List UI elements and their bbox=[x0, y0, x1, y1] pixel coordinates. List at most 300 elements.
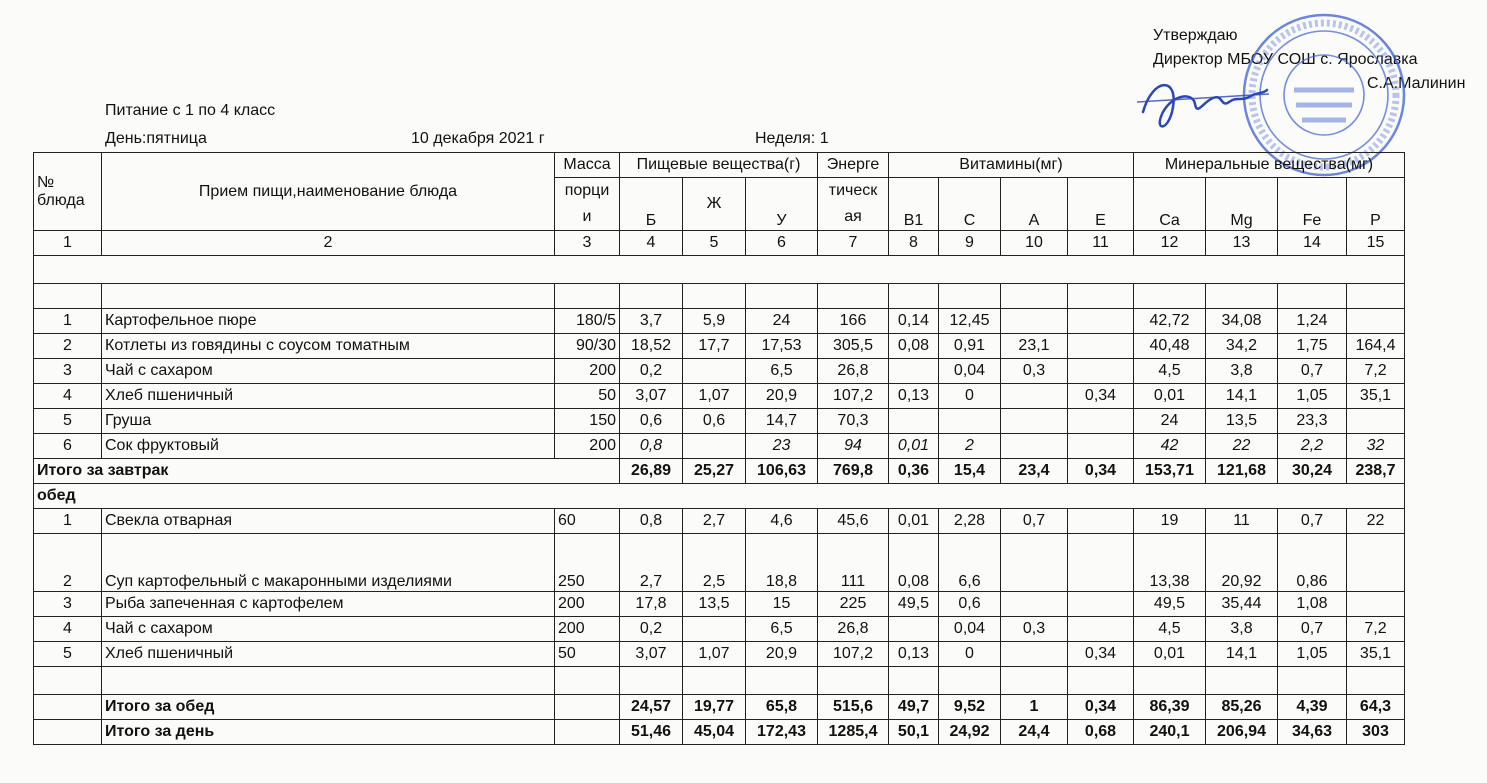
dish-number: 1 bbox=[34, 509, 102, 534]
empty-cell bbox=[683, 667, 746, 695]
column-number: 1 bbox=[34, 231, 102, 256]
dish-row bbox=[34, 384, 1405, 409]
value-c: 6,6 bbox=[939, 534, 1001, 592]
day-label: День:пятница bbox=[105, 130, 207, 147]
value-b1 bbox=[889, 409, 939, 434]
dish-row bbox=[34, 409, 1405, 434]
value-u: 17,53 bbox=[746, 334, 818, 359]
empty-cell bbox=[939, 667, 1001, 695]
total-p: 238,7 bbox=[1347, 459, 1405, 484]
dish-mass: 60 bbox=[555, 509, 620, 534]
value-p: 35,1 bbox=[1347, 642, 1405, 667]
total-fe: 30,24 bbox=[1278, 459, 1347, 484]
value-b1: 0,01 bbox=[889, 434, 939, 459]
value-fe: 0,7 bbox=[1278, 509, 1347, 534]
dish-mass: 200 bbox=[555, 617, 620, 642]
breakfast-total-row bbox=[34, 459, 1405, 484]
value-zh bbox=[683, 434, 746, 459]
empty-cell bbox=[683, 284, 746, 309]
header-mass-line3: и bbox=[582, 208, 592, 225]
menu-table-body bbox=[34, 153, 1405, 745]
value-b: 0,8 bbox=[620, 434, 683, 459]
total-b1: 0,36 bbox=[889, 459, 939, 484]
value-c: 2,28 bbox=[939, 509, 1001, 534]
value-energy: 225 bbox=[818, 592, 889, 617]
total-a: 1 bbox=[1001, 695, 1068, 720]
total-b: 26,89 bbox=[620, 459, 683, 484]
empty-cell bbox=[1206, 284, 1278, 309]
column-number-row bbox=[34, 231, 1405, 256]
column-number: 6 bbox=[746, 231, 818, 256]
value-energy: 107,2 bbox=[818, 642, 889, 667]
value-fe: 23,3 bbox=[1278, 409, 1347, 434]
value-a bbox=[1001, 534, 1068, 592]
value-fe: 1,24 bbox=[1278, 309, 1347, 334]
dish-number: 2 bbox=[34, 334, 102, 359]
dish-name: Котлеты из говядины с соусом томатным bbox=[102, 334, 555, 359]
value-e bbox=[1068, 617, 1134, 642]
header-vitamin-b1: В1 bbox=[889, 178, 939, 231]
document-title: Питание с 1 по 4 класс bbox=[105, 102, 276, 119]
value-u: 20,9 bbox=[746, 642, 818, 667]
value-mg: 11 bbox=[1206, 509, 1278, 534]
value-p bbox=[1347, 309, 1405, 334]
empty-cell bbox=[1347, 667, 1405, 695]
value-c: 0,91 bbox=[939, 334, 1001, 359]
value-a bbox=[1001, 434, 1068, 459]
value-u: 20,9 bbox=[746, 384, 818, 409]
total-ca: 240,1 bbox=[1134, 720, 1206, 745]
value-b: 0,2 bbox=[620, 617, 683, 642]
value-a: 0,7 bbox=[1001, 509, 1068, 534]
section-label-lunch: обед bbox=[34, 484, 1405, 509]
value-p bbox=[1347, 409, 1405, 434]
column-number: 3 bbox=[555, 231, 620, 256]
section-row bbox=[34, 484, 1405, 509]
week-label: Неделя: 1 bbox=[755, 130, 829, 147]
value-energy: 166 bbox=[818, 309, 889, 334]
value-energy: 26,8 bbox=[818, 359, 889, 384]
value-zh: 5,9 bbox=[683, 309, 746, 334]
empty-cell bbox=[1206, 667, 1278, 695]
value-mg: 13,5 bbox=[1206, 409, 1278, 434]
header-energy: Энерге bbox=[818, 153, 889, 178]
dish-row bbox=[34, 534, 1405, 592]
empty-cell bbox=[1068, 284, 1134, 309]
value-fe: 1,08 bbox=[1278, 592, 1347, 617]
dish-name: Чай с сахаром bbox=[102, 617, 555, 642]
empty-cell bbox=[1134, 284, 1206, 309]
value-ca: 0,01 bbox=[1134, 642, 1206, 667]
total-a: 23,4 bbox=[1001, 459, 1068, 484]
dish-row bbox=[34, 334, 1405, 359]
value-b: 3,07 bbox=[620, 384, 683, 409]
value-b: 2,7 bbox=[620, 534, 683, 592]
value-energy: 45,6 bbox=[818, 509, 889, 534]
dish-mass: 50 bbox=[555, 384, 620, 409]
value-ca: 49,5 bbox=[1134, 592, 1206, 617]
value-p: 164,4 bbox=[1347, 334, 1405, 359]
dish-row bbox=[34, 642, 1405, 667]
value-p: 32 bbox=[1347, 434, 1405, 459]
header-calcium: Ca bbox=[1134, 178, 1206, 231]
dish-mass: 250 bbox=[555, 534, 620, 592]
value-zh: 2,5 bbox=[683, 534, 746, 592]
header-mass: Масса bbox=[555, 153, 620, 178]
value-ca: 4,5 bbox=[1134, 359, 1206, 384]
header-dish-number: № блюда bbox=[34, 153, 102, 231]
empty-cell bbox=[555, 667, 620, 695]
value-a bbox=[1001, 642, 1068, 667]
dish-name: Груша bbox=[102, 409, 555, 434]
lunch-total-row bbox=[34, 695, 1405, 720]
value-p bbox=[1347, 592, 1405, 617]
header-mass-cont bbox=[555, 178, 620, 231]
empty-cell bbox=[620, 284, 683, 309]
header-magnesium: Mg bbox=[1206, 178, 1278, 231]
value-c: 0,04 bbox=[939, 359, 1001, 384]
value-energy: 111 bbox=[818, 534, 889, 592]
value-mg: 14,1 bbox=[1206, 384, 1278, 409]
empty-cell bbox=[746, 667, 818, 695]
value-mg: 22 bbox=[1206, 434, 1278, 459]
total-energy: 1285,4 bbox=[818, 720, 889, 745]
total-label: Итого за день bbox=[102, 720, 555, 745]
value-b1: 0,14 bbox=[889, 309, 939, 334]
dish-number: 5 bbox=[34, 642, 102, 667]
dish-number: 6 bbox=[34, 434, 102, 459]
value-b1: 0,13 bbox=[889, 384, 939, 409]
empty-cell bbox=[1068, 667, 1134, 695]
value-zh: 1,07 bbox=[683, 642, 746, 667]
total-c: 15,4 bbox=[939, 459, 1001, 484]
dish-number: 5 bbox=[34, 409, 102, 434]
dish-name: Чай с сахаром bbox=[102, 359, 555, 384]
header-energy-line2: тическ bbox=[828, 182, 878, 199]
dish-number: 1 bbox=[34, 309, 102, 334]
dish-number: 4 bbox=[34, 617, 102, 642]
value-mg: 3,8 bbox=[1206, 359, 1278, 384]
header-vitamin-c: С bbox=[939, 178, 1001, 231]
header-fat: Ж bbox=[683, 178, 746, 231]
value-energy: 107,2 bbox=[818, 384, 889, 409]
value-ca: 19 bbox=[1134, 509, 1206, 534]
value-u: 23 bbox=[746, 434, 818, 459]
header-energy-cont bbox=[818, 178, 889, 231]
total-zh: 45,04 bbox=[683, 720, 746, 745]
value-u: 6,5 bbox=[746, 617, 818, 642]
total-c: 24,92 bbox=[939, 720, 1001, 745]
value-mg: 34,2 bbox=[1206, 334, 1278, 359]
director-name: С.А.Малинин bbox=[1367, 75, 1466, 92]
value-b: 0,8 bbox=[620, 509, 683, 534]
empty-cell bbox=[620, 667, 683, 695]
total-fe: 34,63 bbox=[1278, 720, 1347, 745]
value-a bbox=[1001, 384, 1068, 409]
value-zh: 2,7 bbox=[683, 509, 746, 534]
dish-number: 4 bbox=[34, 384, 102, 409]
empty-cell bbox=[1134, 667, 1206, 695]
header-mass-line2: порци bbox=[564, 182, 610, 199]
value-c: 0 bbox=[939, 384, 1001, 409]
empty-cell bbox=[1278, 667, 1347, 695]
column-number: 8 bbox=[889, 231, 939, 256]
spacer-row bbox=[34, 256, 1405, 284]
dish-mass: 50 bbox=[555, 642, 620, 667]
total-a: 24,4 bbox=[1001, 720, 1068, 745]
empty-cell bbox=[1001, 284, 1068, 309]
column-number: 7 bbox=[818, 231, 889, 256]
value-b1: 0,13 bbox=[889, 642, 939, 667]
value-ca: 42 bbox=[1134, 434, 1206, 459]
value-ca: 42,72 bbox=[1134, 309, 1206, 334]
empty-cell bbox=[34, 695, 102, 720]
value-e bbox=[1068, 509, 1134, 534]
empty-cell bbox=[818, 667, 889, 695]
dish-mass: 200 bbox=[555, 359, 620, 384]
value-fe: 1,05 bbox=[1278, 642, 1347, 667]
value-energy: 26,8 bbox=[818, 617, 889, 642]
value-b1 bbox=[889, 617, 939, 642]
column-number: 9 bbox=[939, 231, 1001, 256]
value-mg: 35,44 bbox=[1206, 592, 1278, 617]
empty-cell bbox=[889, 284, 939, 309]
dish-row bbox=[34, 592, 1405, 617]
value-c bbox=[939, 409, 1001, 434]
empty-cell bbox=[555, 284, 620, 309]
value-fe: 0,7 bbox=[1278, 617, 1347, 642]
value-energy: 94 bbox=[818, 434, 889, 459]
value-e: 0,34 bbox=[1068, 642, 1134, 667]
dish-row bbox=[34, 509, 1405, 534]
dish-mass: 180/5 bbox=[555, 309, 620, 334]
total-b1: 50,1 bbox=[889, 720, 939, 745]
value-energy: 305,5 bbox=[818, 334, 889, 359]
dish-row bbox=[34, 309, 1405, 334]
empty-cell bbox=[34, 256, 1405, 284]
header-minerals: Минеральные вещества(мг) bbox=[1134, 153, 1405, 178]
value-c: 0 bbox=[939, 642, 1001, 667]
column-number: 14 bbox=[1278, 231, 1347, 256]
column-number: 11 bbox=[1068, 231, 1134, 256]
value-zh: 1,07 bbox=[683, 384, 746, 409]
total-b: 24,57 bbox=[620, 695, 683, 720]
value-b: 17,8 bbox=[620, 592, 683, 617]
total-fe: 4,39 bbox=[1278, 695, 1347, 720]
value-b: 0,2 bbox=[620, 359, 683, 384]
dish-mass: 200 bbox=[555, 592, 620, 617]
dish-number: 3 bbox=[34, 359, 102, 384]
value-e bbox=[1068, 434, 1134, 459]
value-p bbox=[1347, 534, 1405, 592]
empty-cell bbox=[1278, 284, 1347, 309]
dish-number: 3 bbox=[34, 592, 102, 617]
total-b1: 49,7 bbox=[889, 695, 939, 720]
value-u: 6,5 bbox=[746, 359, 818, 384]
total-mg: 85,26 bbox=[1206, 695, 1278, 720]
value-c: 12,45 bbox=[939, 309, 1001, 334]
total-c: 9,52 bbox=[939, 695, 1001, 720]
dish-name: Суп картофельный с макаронными изделиями bbox=[102, 534, 555, 592]
dish-name: Картофельное пюре bbox=[102, 309, 555, 334]
value-p: 7,2 bbox=[1347, 359, 1405, 384]
value-c: 0,6 bbox=[939, 592, 1001, 617]
total-e: 0,34 bbox=[1068, 695, 1134, 720]
empty-cell bbox=[34, 667, 102, 695]
total-label: Итого за завтрак bbox=[34, 459, 620, 484]
value-fe: 0,7 bbox=[1278, 359, 1347, 384]
value-b1 bbox=[889, 359, 939, 384]
value-ca: 24 bbox=[1134, 409, 1206, 434]
menu-table bbox=[33, 152, 1405, 745]
total-e: 0,68 bbox=[1068, 720, 1134, 745]
value-mg: 34,08 bbox=[1206, 309, 1278, 334]
empty-cell bbox=[746, 284, 818, 309]
dish-name: Хлеб пшеничный bbox=[102, 384, 555, 409]
value-b: 0,6 bbox=[620, 409, 683, 434]
value-b: 3,7 bbox=[620, 309, 683, 334]
dish-name: Хлеб пшеничный bbox=[102, 642, 555, 667]
column-number: 15 bbox=[1347, 231, 1405, 256]
empty-cell bbox=[889, 667, 939, 695]
total-energy: 515,6 bbox=[818, 695, 889, 720]
header-phosphorus: P bbox=[1347, 178, 1405, 231]
spacer-row bbox=[34, 284, 1405, 309]
dish-row bbox=[34, 434, 1405, 459]
value-mg: 3,8 bbox=[1206, 617, 1278, 642]
total-ca: 153,71 bbox=[1134, 459, 1206, 484]
total-mg: 121,68 bbox=[1206, 459, 1278, 484]
value-c: 2 bbox=[939, 434, 1001, 459]
empty-cell bbox=[102, 284, 555, 309]
value-a: 23,1 bbox=[1001, 334, 1068, 359]
value-ca: 13,38 bbox=[1134, 534, 1206, 592]
value-energy: 70,3 bbox=[818, 409, 889, 434]
value-c: 0,04 bbox=[939, 617, 1001, 642]
total-u: 106,63 bbox=[746, 459, 818, 484]
header-energy-line3: ая bbox=[844, 208, 862, 225]
value-e bbox=[1068, 534, 1134, 592]
value-mg: 20,92 bbox=[1206, 534, 1278, 592]
total-mg: 206,94 bbox=[1206, 720, 1278, 745]
value-a bbox=[1001, 309, 1068, 334]
column-number: 2 bbox=[102, 231, 555, 256]
value-a: 0,3 bbox=[1001, 359, 1068, 384]
value-b: 18,52 bbox=[620, 334, 683, 359]
total-p: 64,3 bbox=[1347, 695, 1405, 720]
dish-mass: 200 bbox=[555, 434, 620, 459]
dish-name: Сок фруктовый bbox=[102, 434, 555, 459]
empty-cell bbox=[1001, 667, 1068, 695]
column-number: 12 bbox=[1134, 231, 1206, 256]
approval-director: Директор МБОУ СОШ с. Ярославка bbox=[1153, 51, 1418, 68]
value-e bbox=[1068, 309, 1134, 334]
column-number: 5 bbox=[683, 231, 746, 256]
empty-cell bbox=[34, 284, 102, 309]
total-label: Итого за обед bbox=[102, 695, 555, 720]
approval-line: Утверждаю bbox=[1153, 27, 1238, 44]
value-u: 15 bbox=[746, 592, 818, 617]
dish-mass: 150 bbox=[555, 409, 620, 434]
value-p: 22 bbox=[1347, 509, 1405, 534]
dish-name: Рыба запеченная с картофелем bbox=[102, 592, 555, 617]
total-u: 172,43 bbox=[746, 720, 818, 745]
value-e bbox=[1068, 592, 1134, 617]
signature-mark bbox=[1133, 72, 1273, 142]
value-b1: 0,08 bbox=[889, 334, 939, 359]
dish-name: Свекла отварная bbox=[102, 509, 555, 534]
value-fe: 1,05 bbox=[1278, 384, 1347, 409]
total-p: 303 bbox=[1347, 720, 1405, 745]
header-vitamin-e: Е bbox=[1068, 178, 1134, 231]
value-zh: 17,7 bbox=[683, 334, 746, 359]
value-a: 0,3 bbox=[1001, 617, 1068, 642]
value-u: 24 bbox=[746, 309, 818, 334]
value-b1: 0,08 bbox=[889, 534, 939, 592]
value-mg: 14,1 bbox=[1206, 642, 1278, 667]
value-zh bbox=[683, 617, 746, 642]
dish-mass: 90/30 bbox=[555, 334, 620, 359]
value-zh bbox=[683, 359, 746, 384]
header-protein: Б bbox=[620, 178, 683, 231]
empty-cell bbox=[102, 667, 555, 695]
day-total-row bbox=[34, 720, 1405, 745]
value-fe: 1,75 bbox=[1278, 334, 1347, 359]
value-ca: 40,48 bbox=[1134, 334, 1206, 359]
value-p: 7,2 bbox=[1347, 617, 1405, 642]
total-ca: 86,39 bbox=[1134, 695, 1206, 720]
value-fe: 0,86 bbox=[1278, 534, 1347, 592]
value-zh: 13,5 bbox=[683, 592, 746, 617]
empty-cell bbox=[818, 284, 889, 309]
column-number: 13 bbox=[1206, 231, 1278, 256]
total-b: 51,46 bbox=[620, 720, 683, 745]
value-e bbox=[1068, 409, 1134, 434]
value-e: 0,34 bbox=[1068, 384, 1134, 409]
value-u: 18,8 bbox=[746, 534, 818, 592]
value-ca: 0,01 bbox=[1134, 384, 1206, 409]
total-u: 65,8 bbox=[746, 695, 818, 720]
empty-cell bbox=[555, 720, 620, 745]
value-ca: 4,5 bbox=[1134, 617, 1206, 642]
empty-cell bbox=[1347, 284, 1405, 309]
column-number: 10 bbox=[1001, 231, 1068, 256]
header-vitamins: Витамины(мг) bbox=[889, 153, 1134, 178]
dish-row bbox=[34, 359, 1405, 384]
header-iron: Fe bbox=[1278, 178, 1347, 231]
date-label: 10 декабря 2021 г bbox=[411, 130, 545, 147]
column-number: 4 bbox=[620, 231, 683, 256]
value-b: 3,07 bbox=[620, 642, 683, 667]
dish-number: 2 bbox=[34, 534, 102, 592]
value-b1: 0,01 bbox=[889, 509, 939, 534]
total-e: 0,34 bbox=[1068, 459, 1134, 484]
empty-cell bbox=[34, 720, 102, 745]
value-b1: 49,5 bbox=[889, 592, 939, 617]
empty-cell bbox=[555, 695, 620, 720]
value-u: 14,7 bbox=[746, 409, 818, 434]
value-fe: 2,2 bbox=[1278, 434, 1347, 459]
value-a bbox=[1001, 592, 1068, 617]
value-zh: 0,6 bbox=[683, 409, 746, 434]
dish-row bbox=[34, 617, 1405, 642]
value-u: 4,6 bbox=[746, 509, 818, 534]
empty-row bbox=[34, 667, 1405, 695]
total-zh: 19,77 bbox=[683, 695, 746, 720]
header-nutrients: Пищевые вещества(г) bbox=[620, 153, 818, 178]
header-carbs: У bbox=[746, 178, 818, 231]
empty-cell bbox=[939, 284, 1001, 309]
